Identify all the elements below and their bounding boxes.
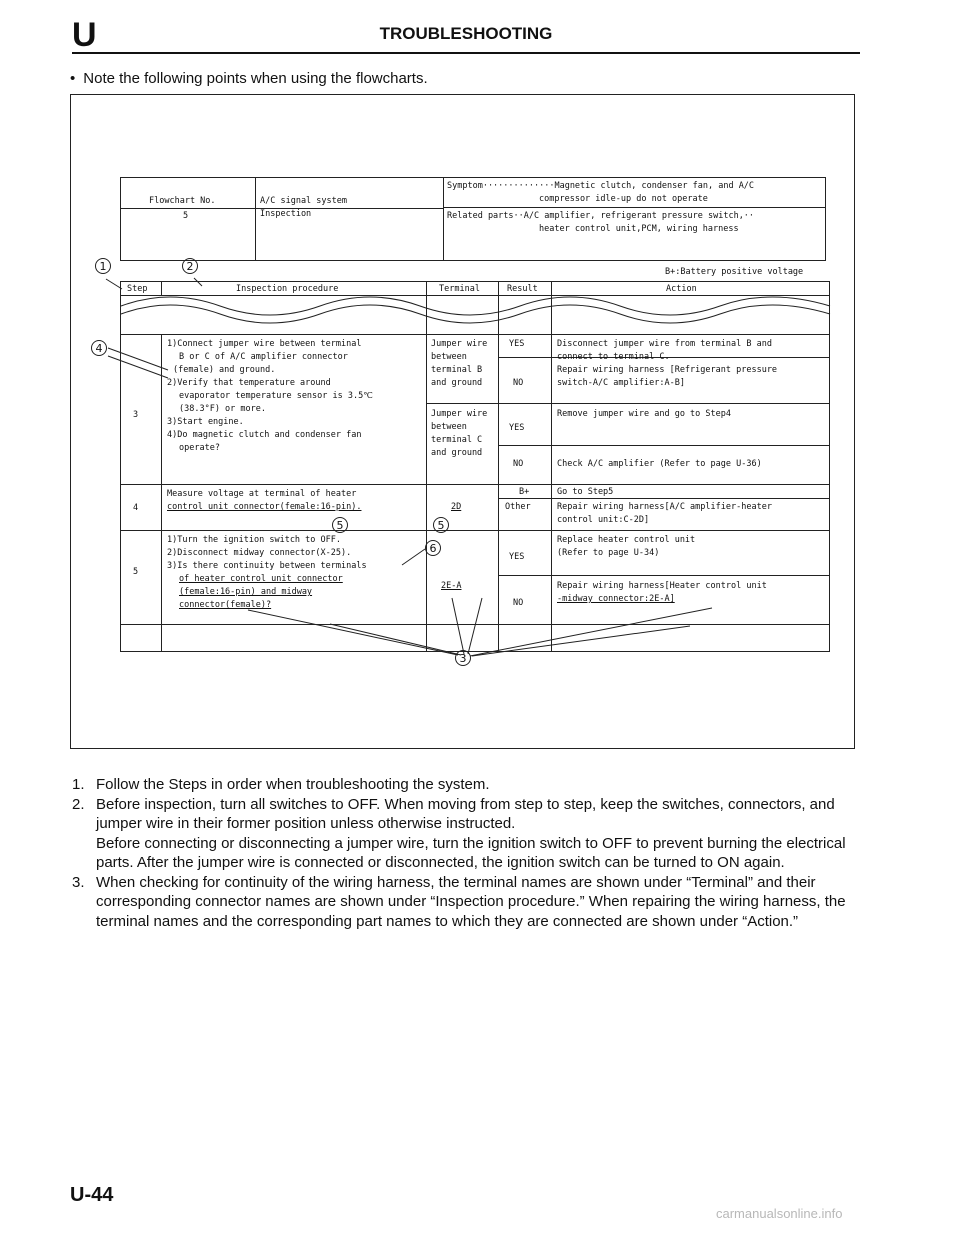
watermark: carmanualsonline.info bbox=[716, 1206, 843, 1221]
symptom-line-2: compressor idle-up do not operate bbox=[539, 194, 708, 204]
callout-marker: 5 bbox=[332, 517, 348, 533]
procedure-line: 3)Start engine. bbox=[167, 417, 244, 427]
related-parts-line-1: Related parts··A/C amplifier, refrigerant pressure switch,·· bbox=[447, 211, 755, 221]
col-action: Action bbox=[666, 284, 697, 294]
procedure-line: operate? bbox=[179, 443, 220, 453]
action-line: Repair wiring harness[Heater control unit bbox=[557, 581, 767, 591]
leader-line bbox=[452, 598, 464, 654]
system-name: A/C signal system bbox=[260, 196, 347, 206]
callout-marker: 2 bbox=[182, 258, 198, 274]
leader-line bbox=[402, 549, 425, 565]
col-procedure: Inspection procedure bbox=[236, 284, 339, 294]
action-line: Repair wiring harness[A/C amplifier-heater bbox=[557, 502, 772, 512]
procedure-line: 2)Disconnect midway connector(X-25). bbox=[167, 548, 352, 558]
action-line: (Refer to page U-34) bbox=[557, 548, 660, 558]
col-result: Result bbox=[507, 284, 538, 294]
procedure-line: 2)Verify that temperature around bbox=[167, 378, 331, 388]
leader-line bbox=[468, 598, 482, 654]
procedure-line: control unit connector(female:16-pin). bbox=[167, 502, 362, 512]
action-line: Replace heater control unit bbox=[557, 535, 696, 545]
note-text: Before inspection, turn all switches to OFF. When moving from step to step, keep the switches, connectors, and jumper wire in their former position unless otherwise instructed. bbox=[96, 795, 835, 832]
leader-line bbox=[194, 278, 202, 286]
action-line: Disconnect jumper wire from terminal B and bbox=[557, 339, 772, 349]
procedure-line: 1)Turn the ignition switch to OFF. bbox=[167, 535, 341, 545]
intro-note-text: Note the following points when using the flowcharts. bbox=[83, 70, 428, 87]
terminal-line: Jumper wire bbox=[431, 339, 488, 349]
symptom-line-1: Symptom··············Magnetic clutch, condenser fan, and A/C bbox=[447, 181, 755, 191]
battery-voltage-note: B+:Battery positive voltage bbox=[665, 267, 804, 277]
callout-marker: 5 bbox=[433, 517, 449, 533]
procedure-line: (female) and ground. bbox=[173, 365, 276, 375]
procedure-line: 4)Do magnetic clutch and condenser fan bbox=[167, 430, 362, 440]
leader-line bbox=[470, 608, 712, 656]
flowchart-no: 5 bbox=[183, 211, 189, 221]
terminal-value: 2E-A bbox=[441, 581, 462, 591]
step-number: 4 bbox=[133, 503, 139, 513]
action-line: control unit:C-2D] bbox=[557, 515, 650, 525]
result-value: NO bbox=[513, 459, 524, 469]
note-item bbox=[72, 775, 858, 795]
flowchart-no-label: Flowchart No. bbox=[149, 196, 216, 206]
action-line: Remove jumper wire and go to Step4 bbox=[557, 409, 731, 419]
result-value: NO bbox=[513, 598, 524, 608]
note-item bbox=[72, 834, 858, 873]
leader-line bbox=[248, 610, 458, 655]
procedure-line: connector(female)? bbox=[179, 600, 272, 610]
action-line: Repair wiring harness [Refrigerant pressure bbox=[557, 365, 778, 375]
result-value: Other bbox=[505, 502, 531, 512]
note-number: 3. bbox=[72, 873, 85, 891]
terminal-value: 2D bbox=[451, 502, 462, 512]
action-line: connect to terminal C. bbox=[557, 352, 670, 362]
bullet-icon: • bbox=[70, 70, 76, 87]
col-step: Step bbox=[127, 284, 148, 294]
callout-marker: 6 bbox=[425, 540, 441, 556]
col-terminal: Terminal bbox=[439, 284, 480, 294]
note-number: 2. bbox=[72, 795, 85, 813]
note-item bbox=[72, 795, 858, 834]
callout-marker: 1 bbox=[95, 258, 111, 274]
callout-marker: 4 bbox=[91, 340, 107, 356]
procedure-line: Measure voltage at terminal of heater bbox=[167, 489, 357, 499]
note-item bbox=[72, 873, 858, 932]
procedure-line: (female:16-pin) and midway bbox=[179, 587, 313, 597]
result-value: YES bbox=[509, 423, 525, 433]
note-text: When checking for continuity of the wiring harness, the terminal names are shown under “Terminal” and their corresponding connector names are shown under “Inspection procedure.” When repairing the wiring harness, the terminal names and the corresponding part names to which they are connected are shown under “Action.” bbox=[96, 873, 846, 930]
result-value: YES bbox=[509, 552, 525, 562]
leader-line bbox=[330, 624, 461, 655]
terminal-line: between bbox=[431, 422, 467, 432]
result-value: B+ bbox=[519, 487, 530, 497]
terminal-line: and ground bbox=[431, 448, 483, 458]
section-letter: U bbox=[72, 16, 97, 54]
result-value: YES bbox=[509, 339, 525, 349]
result-value: NO bbox=[513, 378, 524, 388]
terminal-line: terminal B bbox=[431, 365, 483, 375]
procedure-line: B or C of A/C amplifier connector bbox=[179, 352, 348, 362]
note-text: Before connecting or disconnecting a jumper wire, turn the ignition switch to OFF to prevent burning the electrical parts. After the jumper wire is connected or disconnected, the ignition switch can be turned to ON again. bbox=[96, 834, 846, 871]
related-parts-line-2: heater control unit,PCM, wiring harness bbox=[539, 224, 739, 234]
step-number: 3 bbox=[133, 410, 139, 420]
action-line: Go to Step5 bbox=[557, 487, 614, 497]
inspection-label: Inspection bbox=[260, 209, 312, 219]
terminal-line: Jumper wire bbox=[431, 409, 488, 419]
page-number: U-44 bbox=[70, 1184, 114, 1206]
leader-line bbox=[106, 279, 122, 289]
procedure-line: 3)Is there continuity between terminals bbox=[167, 561, 367, 571]
procedure-line: evaporator temperature sensor is 3.5℃ bbox=[179, 391, 373, 401]
terminal-line: between bbox=[431, 352, 467, 362]
note-number: 1. bbox=[72, 776, 85, 793]
step-number: 5 bbox=[133, 567, 139, 577]
callout-marker: 3 bbox=[455, 650, 471, 666]
action-line: -midway connector:2E-A] bbox=[557, 594, 675, 604]
leader-line bbox=[472, 626, 690, 656]
page-title: TROUBLESHOOTING bbox=[379, 24, 553, 43]
procedure-line: 1)Connect jumper wire between terminal bbox=[167, 339, 362, 349]
procedure-line: of heater control unit connector bbox=[179, 574, 343, 584]
procedure-line: (38.3°F) or more. bbox=[179, 404, 266, 414]
note-text: Follow the Steps in order when troubleshooting the system. bbox=[96, 776, 490, 793]
action-line: switch-A/C amplifier:A-B] bbox=[557, 378, 685, 388]
action-line: Check A/C amplifier (Refer to page U-36) bbox=[557, 459, 762, 469]
terminal-line: and ground bbox=[431, 378, 483, 388]
omission-break-line bbox=[121, 305, 830, 323]
notes-list bbox=[72, 775, 858, 931]
terminal-line: terminal C bbox=[431, 435, 483, 445]
